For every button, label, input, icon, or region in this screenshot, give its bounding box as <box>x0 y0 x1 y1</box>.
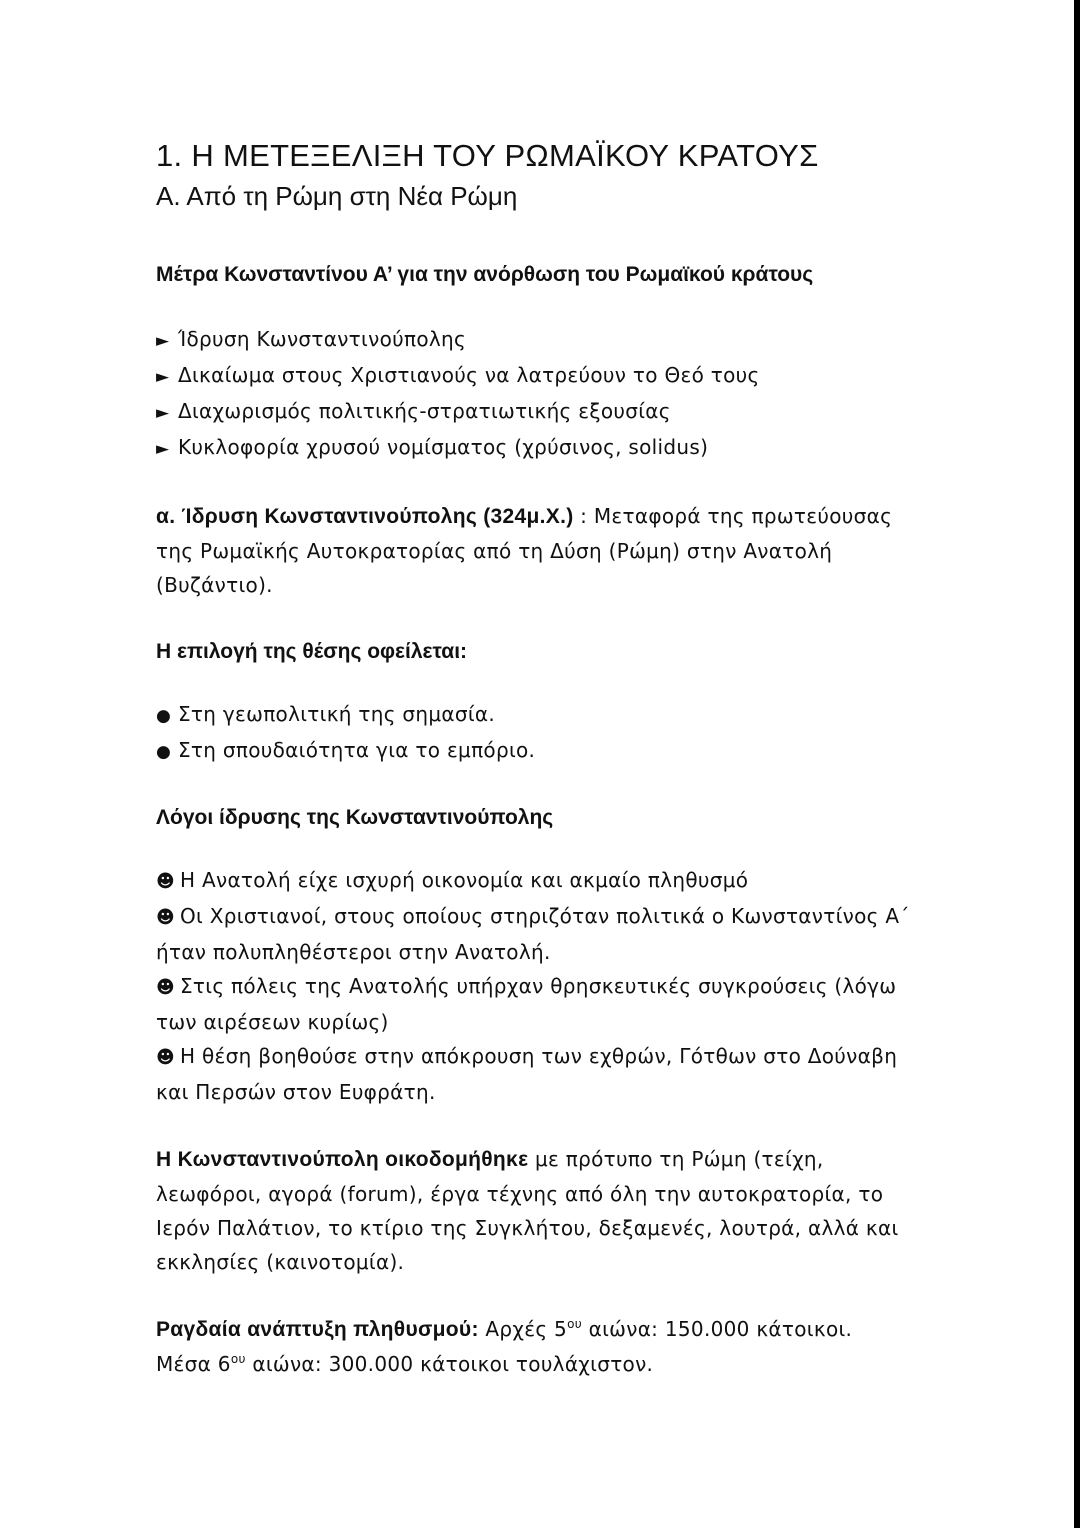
founding-paragraph <box>156 499 926 602</box>
measures-list <box>156 322 926 466</box>
page-edge-line <box>1074 0 1080 1528</box>
triangle-bullet-icon: ► <box>156 439 170 459</box>
document-page <box>156 136 926 1381</box>
section-subtitle: Α. Από τη Ρώμη στη Νέα Ρώμη <box>156 181 518 211</box>
population-label: Ραγδαία ανάπτυξη πληθυσμού: <box>156 1318 479 1341</box>
reasons-heading: Λόγοι ίδρυσης της Κωνσταντινούπολης <box>156 806 554 829</box>
list-item: ☻ Οι Χριστιανοί, στους οποίους στηριζόταν πολιτικά ο Κωνσταντίνος Α΄ ήταν πολυπληθέστεροι στην Ανατολή. <box>156 899 926 969</box>
construction-label: Η Κωνσταντινούπολη οικοδομήθηκε <box>156 1148 529 1171</box>
smiley-bullet-icon: ☻ <box>156 871 176 892</box>
location-list <box>156 697 926 769</box>
triangle-bullet-icon: ► <box>156 367 170 387</box>
list-item: ☻ Στις πόλεις της Ανατολής υπήρχαν θρησκευτικές συγκρούσεις (λόγω των αιρέσεων κυρίως) <box>156 969 926 1039</box>
list-item: ☻ Η θέση βοηθούσε στην απόκρουση των εχθρών, Γότθων στο Δούναβη και Περσών στον Ευφράτη. <box>156 1039 926 1109</box>
triangle-bullet-icon: ► <box>156 331 170 351</box>
smiley-bullet-icon: ☻ <box>156 907 176 928</box>
location-heading: Η επιλογή της θέσης οφείλεται: <box>156 640 468 663</box>
list-item: ► Διαχωρισμός πολιτικής-στρατιωτικής εξουσίας <box>156 394 926 430</box>
triangle-bullet-icon: ► <box>156 403 170 423</box>
smiley-bullet-icon: ☻ <box>156 977 176 998</box>
dot-bullet-icon: ● <box>156 706 172 726</box>
population-paragraph: Ραγδαία ανάπτυξη πληθυσμού: Αρχές $5^{o\upsilon}$ αιώνα: 150.000 κάτοικοι. Μέσα $6^{o\upsilon}$ αιώνα: 300.000 κάτοικοι τουλάχιστον. <box>156 1317 853 1376</box>
list-item: ● Στη σπουδαιότητα για το εμπόριο. <box>156 733 926 769</box>
list-item: ► Κυκλοφορία χρυσού νομίσματος (χρύσινος, solidus) <box>156 430 926 466</box>
list-item: ☻ Η Ανατολή είχε ισχυρή οικονομία και ακμαίο πληθυσμό <box>156 863 926 899</box>
founding-text: : Μεταφορά της πρωτεύουσας της Ρωμαϊκής Αυτοκρατορίας από τη Δύση (Ρώμη) στην Ανατολή (Βυζάντιο). <box>156 504 893 597</box>
construction-text: με πρότυπο τη Ρώμη (τείχη, λεωφόροι, αγορά (forum), έργα τέχνης από όλη την αυτοκρατορία, το Ιερόν Παλάτιον, το κτίριο της Συγκλήτου, δεξαμενές, λουτρά, αλλά και εκκλησίες (καινοτομία). <box>156 1147 899 1274</box>
list-item: ● Στη γεωπολιτική της σημασία. <box>156 697 926 733</box>
list-item: ► Ίδρυση Κωνσταντινούπολης <box>156 322 926 358</box>
smiley-bullet-icon: ☻ <box>156 1047 176 1068</box>
measures-heading: Μέτρα Κωνσταντίνου Α’ για την ανόρθωση του Ρωμαϊκού κράτους <box>156 263 814 286</box>
founding-label: α. Ίδρυση Κωνσταντινούπολης (324μ.Χ.) <box>156 505 574 528</box>
chapter-title: 1. Η ΜΕΤΕΞΕΛΙΞΗ ΤΟΥ ΡΩΜΑΪΚΟΥ ΚΡΑΤΟΥΣ <box>156 138 819 173</box>
dot-bullet-icon: ● <box>156 742 172 762</box>
list-item: ► Δικαίωμα στους Χριστιανούς να λατρεύουν το Θεό τους <box>156 358 926 394</box>
reasons-list <box>156 863 926 1109</box>
construction-paragraph <box>156 1142 926 1279</box>
